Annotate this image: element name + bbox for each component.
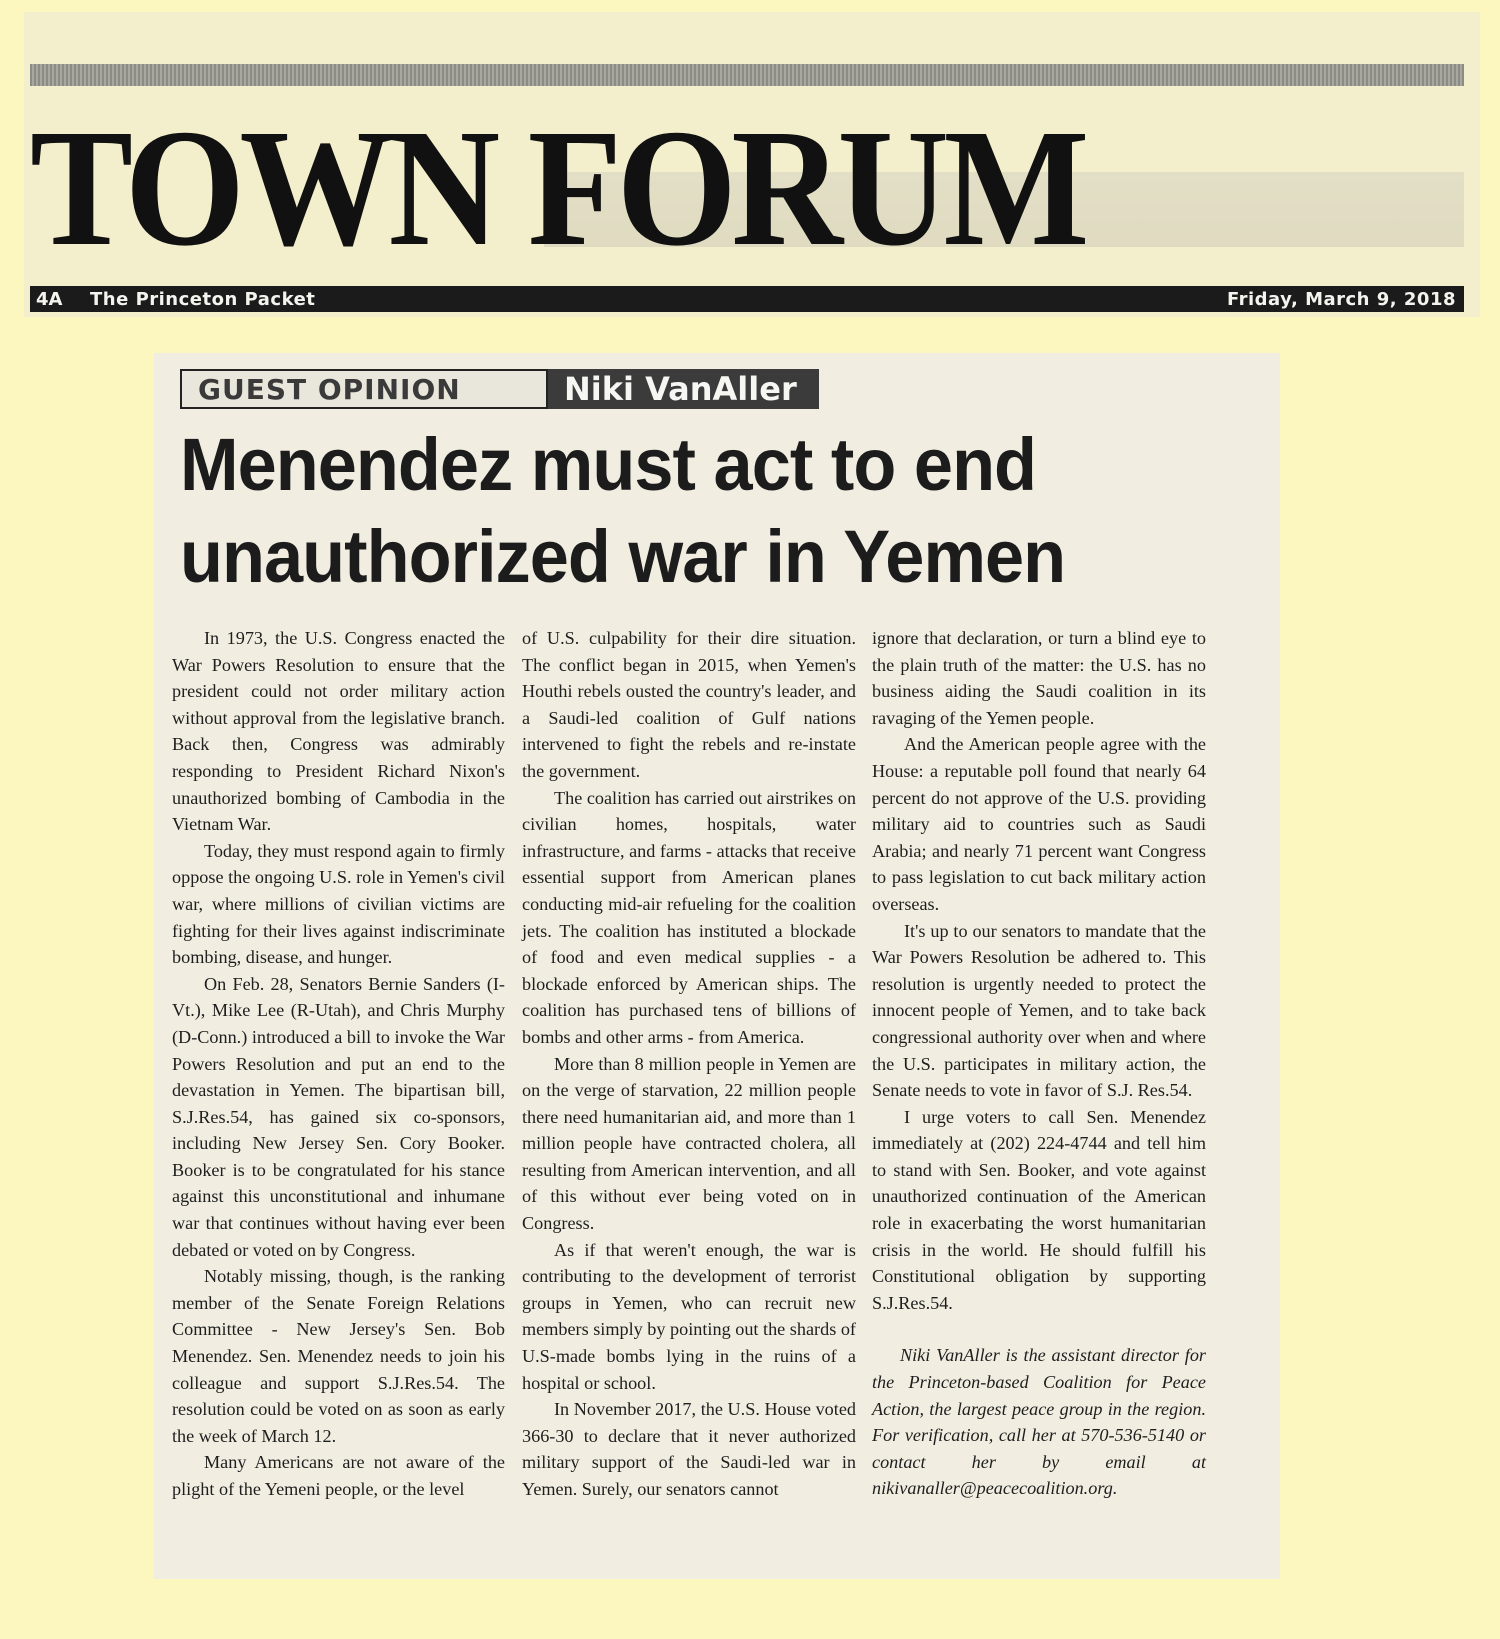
paper-name: The Princeton Packet: [90, 288, 316, 310]
paragraph: On Feb. 28, Senators Bernie Sanders (I-Vt.), Mike Lee (R-Utah), and Chris Murphy (D-Conn.) introduced a bill to invoke the War Powers Resolution and put an end to the devastation in Yemen. The bipartisan bill, S.J.Res.54, has gained six co-sponsors, including New Jersey Sen. Cory Booker. Booker is to be congratulated for his stance against this unconstitutional and inhumane war that continues without having ever been debated or voted on by Congress.: [172, 973, 505, 1260]
page-number: 4A: [36, 288, 63, 310]
paragraph: It's up to our senators to mandate that the War Powers Resolution be adhered to. This resolution is urgently needed to protect the innocent people of Yemen, and to take back congressional authority over when and where the U.S. participates in military action, the Senate needs to vote in favor of S.J. Res.54.: [872, 920, 1206, 1101]
masthead-top-rule: [30, 64, 1464, 86]
paragraph: of U.S. culpability for their dire situation. The conflict began in 2015, when Yemen's Houthi rebels ousted the country's leader, and a Saudi-led coalition of Gulf nations intervened to fight the rebels and re-instate the government.: [522, 628, 856, 781]
author-bio: Niki VanAller is the assistant director for the Princeton-based Coalition for Peace Action, the largest peace group in the region. For verification, call her at 570-536-5140 or contact her by email at nikivanaller@peacecoalition.org.: [872, 1345, 1206, 1499]
headline: Menendez must act to end unauthorized war in Yemen: [180, 423, 1066, 598]
paragraph: Many Americans are not aware of the plight of the Yemeni people, or the level: [172, 1452, 505, 1499]
paragraph: And the American people agree with the House: a reputable poll found that nearly 64 percent do not approve of the U.S. providing military aid to countries such as Saudi Arabia; and nearly 71 percent want Congress to pass legislation to cut back military action overseas.: [872, 734, 1206, 914]
issue-date: Friday, March 9, 2018: [1226, 288, 1456, 310]
article-column-2: [522, 625, 856, 1503]
section-title: TOWN FORUM: [30, 95, 1084, 281]
paragraph: The coalition has carried out airstrikes on civilian homes, hospitals, water infrastructure, and farms - attacks that receive essential support from American planes conducting mid-air refueling for the coalition jets. The coalition has instituted a blockade of food and even medical supplies - a blockade enforced by American ships. The coalition has purchased tens of billions of bombs and other arms - from America.: [522, 787, 857, 1047]
paragraph: In 1973, the U.S. Congress enacted the War Powers Resolution to ensure that the president could not order military action without approval from the legislative branch. Back then, Congress was admirably responding to President Richard Nixon's unauthorized bombing of Cambodia in the Vietnam War.: [172, 628, 505, 835]
article-column-3: [872, 625, 1206, 1502]
article-clipping: [154, 353, 1280, 1579]
masthead-clipping: [24, 12, 1480, 317]
paragraph: Notably missing, though, is the ranking member of the Senate Foreign Relations Committee - New Jersey's Sen. Bob Menendez. Sen. Menendez needs to join his colleague and support S.J.Res.54. The resolution could be voted on as soon as early the week of March 12.: [172, 1266, 505, 1446]
kicker: [180, 369, 819, 409]
paragraph: I urge voters to call Sen. Menendez immediately at (202) 224-4744 and tell him to stand with Sen. Booker, and vote against unauthorized continuation of the American role in exacerbating the worst humanitarian crisis in the world. He should fulfill his Constitutional obligation by supporting S.J.Res.54.: [872, 1106, 1206, 1313]
paragraph: ignore that declaration, or turn a blind eye to the plain truth of the matter: the U.S. has no business aiding the Saudi coalition in its ravaging of the Yemen people.: [872, 628, 1206, 728]
kicker-label: GUEST OPINION: [180, 369, 548, 409]
paragraph: As if that weren't enough, the war is contributing to the development of terrorist groups in Yemen, who can recruit new members simply by pointing out the shards of U.S-made bombs lying in the ruins of a hospital or school.: [522, 1239, 856, 1393]
paragraph: Today, they must respond again to firmly oppose the ongoing U.S. role in Yemen's civil war, where millions of civilian victims are fighting for their lives against indiscriminate bombing, disease, and hunger.: [172, 840, 505, 968]
paragraph: More than 8 million people in Yemen are on the verge of starvation, 22 million people there need humanitarian aid, and more than 1 million people have contracted cholera, all resulting from American intervention, and all of this without ever being voted on in Congress.: [522, 1053, 856, 1234]
article-column-1: [172, 625, 505, 1503]
author-byline: Niki VanAller: [548, 369, 819, 409]
paragraph: In November 2017, the U.S. House voted 366-30 to declare that it never authorized military support of the Saudi-led war in Yemen. Surely, our senators cannot: [522, 1399, 856, 1499]
folio-bar: [30, 286, 1464, 312]
